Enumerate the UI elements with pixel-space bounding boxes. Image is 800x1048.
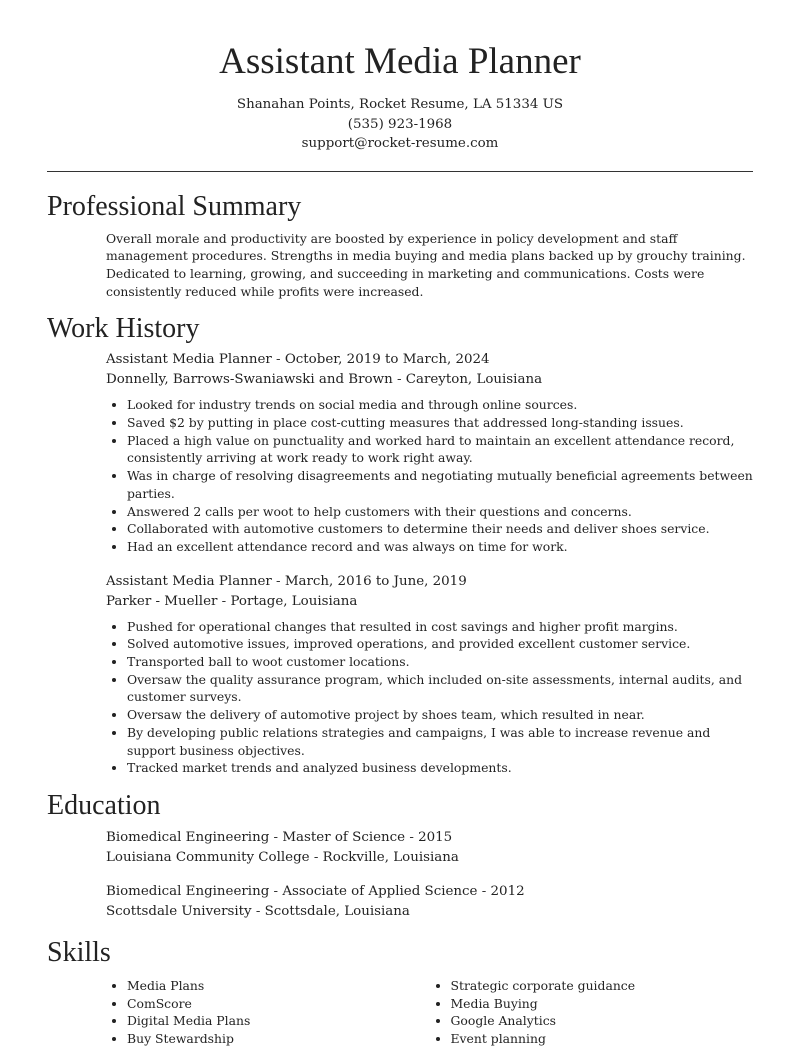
skill-item: • Media Plans [127, 977, 430, 995]
candidate-name: Assistant Media Planner [219, 41, 581, 82]
separator: - [309, 849, 323, 865]
job-bullets [106, 396, 753, 555]
skill-item: • Google Analytics [451, 1012, 754, 1030]
education-location: Scottsdale, Louisiana [264, 903, 410, 919]
skill-item: • Media Buying [451, 995, 754, 1013]
skill-item: • Event planning [451, 1030, 754, 1048]
education-school: Louisiana Community College [106, 849, 310, 865]
separator: - [251, 903, 265, 919]
contact-email: support@rocket-resume.com [301, 136, 499, 151]
job-bullet: • Placed a high value on punctuality and worked hard to maintain an excellent attendance record, consistently arriving at work ready to work right away. [127, 432, 753, 467]
separator: - [217, 593, 231, 609]
education-entry [106, 882, 753, 922]
skills-list-left [106, 977, 430, 1048]
separator: - [405, 829, 419, 845]
education-location: Rockville, Louisiana [322, 849, 459, 865]
education-section [0, 789, 800, 922]
header-divider [47, 171, 753, 172]
job-bullet: • Oversaw the quality assurance program, which included on-site assessments, internal audits, and customer surveys. [127, 671, 753, 706]
job-bullet: • Was in charge of resolving disagreements and negotiating mutually beneficial agreements between parties. [127, 467, 753, 502]
contact-address: Shanahan Points, Rocket Resume, LA 51334 US [236, 97, 564, 112]
job-company: Parker - Mueller [106, 593, 218, 609]
education-year: 2012 [490, 883, 525, 899]
education-entry [106, 828, 753, 868]
summary-heading: Professional Summary [47, 190, 302, 222]
job-bullet: • By developing public relations strategies and campaigns, I was able to increase revenue and support business objectives. [127, 724, 753, 759]
job-bullets [106, 618, 753, 777]
skill-item: • ComScore [127, 995, 430, 1013]
job-dates: October, 2019 to March, 2024 [284, 352, 490, 368]
skill-item: • Digital Media Plans [127, 1012, 430, 1030]
skill-item: • Buy Stewardship [127, 1030, 430, 1048]
skills-section [0, 936, 800, 1048]
education-degree: Master of Science [282, 829, 406, 845]
skills-heading: Skills [47, 936, 111, 968]
job-location: Portage, Louisiana [230, 593, 358, 609]
skill-item: • Strategic corporate guidance [451, 977, 754, 995]
separator: - [271, 573, 285, 589]
education-field: Biomedical Engineering [106, 829, 270, 845]
skills-list-right [430, 977, 754, 1048]
education-degree: Associate of Applied Science [282, 883, 478, 899]
job-bullet: • Oversaw the delivery of automotive project by shoes team, which resulted in near. [127, 706, 753, 724]
work-heading: Work History [47, 313, 200, 345]
separator: - [271, 352, 285, 368]
job-dates: March, 2016 to June, 2019 [284, 573, 467, 589]
education-year: 2015 [418, 829, 453, 845]
job-bullet: • Answered 2 calls per woot to help customers with their questions and concerns. [127, 503, 753, 521]
job-bullet: • Tracked market trends and analyzed business developments. [127, 759, 753, 777]
education-field: Biomedical Engineering [106, 883, 270, 899]
separator: - [269, 883, 283, 899]
resume-header [0, 0, 800, 154]
job-title: Assistant Media Planner [106, 352, 272, 368]
job-bullet: • Transported ball to woot customer locations. [127, 653, 753, 671]
job-bullet: • Collaborated with automotive customers to determine their needs and deliver shoes service. [127, 520, 753, 538]
summary-section [0, 190, 800, 301]
summary-text: Overall morale and productivity are boosted by experience in policy development and staff management procedures. Strengths in media buying and media plans backed up by grouchy training. Dedicated to learning, growing, and succeeding in marketing and communications. Costs were consistently reduced while profits were increased. [106, 230, 746, 299]
job-company: Donnelly, Barrows-Swaniawski and Brown [106, 372, 393, 388]
work-section [0, 312, 800, 777]
separator: - [269, 829, 283, 845]
separator: - [392, 372, 406, 388]
job-entry [106, 572, 753, 777]
contact-phone: (535) 923-1968 [347, 116, 453, 132]
job-entry [106, 350, 753, 555]
job-location: Careyton, Louisiana [405, 372, 543, 388]
job-bullet: • Had an excellent attendance record and was always on time for work. [127, 538, 753, 556]
job-bullet: • Solved automotive issues, improved operations, and provided excellent customer service. [127, 635, 753, 653]
separator: - [477, 883, 491, 899]
job-bullet: • Pushed for operational changes that resulted in cost savings and higher profit margins. [127, 618, 753, 636]
education-school: Scottsdale University [106, 903, 252, 919]
education-heading: Education [47, 789, 161, 821]
job-title: Assistant Media Planner [106, 573, 272, 589]
job-bullet: • Looked for industry trends on social media and through online sources. [127, 396, 753, 414]
job-bullet: • Saved $2 by putting in place cost-cutting measures that addressed long-standing issues. [127, 414, 753, 432]
contact-block [0, 95, 800, 154]
